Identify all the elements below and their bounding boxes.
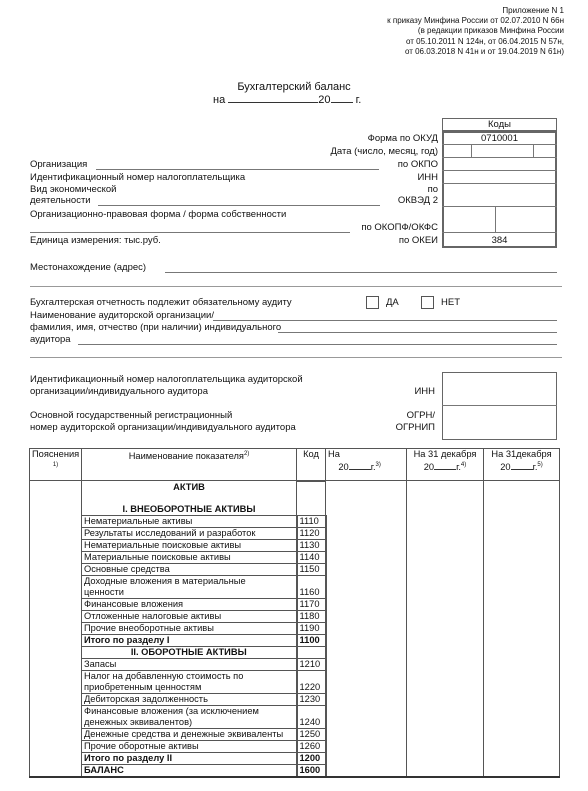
table-row — [30, 527, 560, 539]
value-cell[interactable] — [326, 764, 407, 777]
value-cell[interactable] — [484, 515, 560, 527]
notes-cell[interactable] — [30, 705, 82, 728]
audit-yes-label: ДА — [386, 297, 399, 308]
value-cell[interactable] — [484, 693, 560, 705]
value-cell[interactable] — [407, 622, 484, 634]
row-name: Финансовые вложения (за исключением денежных эквивалентов) — [82, 705, 297, 728]
row-code: 1190 — [297, 622, 326, 634]
row-code: 1120 — [297, 527, 326, 539]
value-cell[interactable] — [326, 693, 407, 705]
row-name: Финансовые вложения — [82, 598, 297, 610]
value-cell[interactable] — [484, 764, 560, 777]
value-cell[interactable] — [326, 515, 407, 527]
notes-cell[interactable] — [30, 539, 82, 551]
date-line — [213, 94, 361, 106]
row-name: Налог на добавленную стоимость по приобретенным ценностям — [82, 670, 297, 693]
auditor-inn-label-1: Идентификационный номер налогоплательщика аудиторской — [30, 374, 303, 385]
value-cell[interactable] — [326, 705, 407, 728]
table-row — [30, 764, 560, 777]
row-name: Нематериальные активы — [82, 515, 297, 527]
row-code: 1170 — [297, 598, 326, 610]
auditor-label-3: аудитора — [30, 334, 71, 345]
table-row — [30, 575, 560, 598]
row-code: 1180 — [297, 610, 326, 622]
row-code: 1600 — [297, 764, 326, 777]
row-name: Доходные вложения в материальные ценности — [82, 575, 297, 598]
okpo-label: по ОКПО — [397, 159, 438, 170]
value-cell[interactable] — [326, 752, 407, 764]
value-cell[interactable] — [484, 705, 560, 728]
row-name: Прочие внеоборотные активы — [82, 622, 297, 634]
value-cell[interactable] — [484, 752, 560, 764]
value-cell[interactable] — [407, 752, 484, 764]
audit-no-checkbox[interactable] — [421, 296, 434, 309]
row-name: Материальные поисковые активы — [82, 551, 297, 563]
date-prefix: на — [213, 94, 226, 106]
row-name: Дебиторская задолженность — [82, 693, 297, 705]
ogrn-code-2: ОГРНИП — [395, 422, 435, 433]
date-year: 20 — [318, 94, 331, 106]
header-code: Код — [297, 449, 326, 481]
table-row — [30, 634, 560, 646]
header-col3: На 31декабря 20 г.$^{5)}$ — [484, 449, 560, 481]
table-row — [30, 693, 560, 705]
address-field[interactable] — [165, 272, 557, 273]
codes-box — [442, 131, 557, 248]
legal-form-label: Организационно-правовая форма / форма собственности — [30, 209, 287, 220]
value-cell[interactable] — [326, 610, 407, 622]
row-code: 1100 — [297, 634, 326, 646]
inn-label: ИНН — [417, 172, 438, 183]
value-cell[interactable] — [407, 670, 484, 693]
value-cell[interactable] — [407, 515, 484, 527]
appendix-line: к приказу Минфина России от 02.07.2010 N 66н — [387, 16, 564, 26]
appendix-line: Приложение N 1 — [502, 6, 564, 15]
notes-cell[interactable] — [30, 670, 82, 693]
activity-label-1: Вид экономической — [30, 184, 117, 195]
address-label: Местонахождение (адрес) — [30, 262, 147, 273]
auditor-codes-box[interactable] — [442, 372, 557, 440]
value-cell[interactable] — [326, 539, 407, 551]
appendix-note — [387, 6, 564, 57]
activity-label-2: деятельности — [30, 195, 91, 206]
value-cell[interactable] — [484, 622, 560, 634]
ogrn-label-2: номер аудиторской организации/индивидуального аудитора — [30, 422, 296, 433]
audit-question: Бухгалтерская отчетность подлежит обязательному аудиту — [30, 297, 292, 308]
notes-cell[interactable] — [30, 752, 82, 764]
activity-field[interactable] — [98, 205, 380, 206]
table-row — [30, 610, 560, 622]
table-row — [30, 752, 560, 764]
row-code: 1210 — [297, 658, 326, 670]
notes-cell[interactable] — [30, 563, 82, 575]
row-code: 1200 — [297, 752, 326, 764]
audit-no-label: НЕТ — [441, 297, 460, 308]
page-title: Бухгалтерский баланс — [237, 81, 351, 93]
row-code: 1230 — [297, 693, 326, 705]
notes-cell[interactable] — [30, 598, 82, 610]
ogrn-label-1: Основной государственный регистрационный — [30, 410, 233, 421]
value-cell[interactable] — [326, 563, 407, 575]
value-cell[interactable] — [407, 598, 484, 610]
value-cell[interactable] — [326, 551, 407, 563]
date-suffix: г. — [355, 94, 362, 106]
audit-yes-checkbox[interactable] — [366, 296, 379, 309]
auditor-label-1: Наименование аудиторской организации/ — [30, 310, 215, 321]
notes-cell[interactable] — [30, 527, 82, 539]
value-cell[interactable] — [484, 527, 560, 539]
table-row — [30, 551, 560, 563]
notes-cell[interactable] — [30, 658, 82, 670]
notes-cell[interactable] — [30, 515, 82, 527]
value-cell[interactable] — [407, 610, 484, 622]
row-name: Отложенные налоговые активы — [82, 610, 297, 622]
org-field[interactable] — [96, 169, 379, 170]
row-name: Денежные средства и денежные эквиваленты — [82, 728, 297, 740]
notes-cell[interactable] — [30, 575, 82, 598]
header-name: Наименование показателя$^{2)}$ — [82, 449, 297, 481]
value-cell[interactable] — [326, 670, 407, 693]
appendix-line: от 05.10.2011 N 124н, от 06.04.2015 N 57н, — [406, 36, 564, 46]
row-name: БАЛАНС — [82, 764, 297, 777]
value-cell[interactable] — [484, 551, 560, 563]
value-cell[interactable] — [407, 693, 484, 705]
value-cell[interactable] — [326, 658, 407, 670]
table-row — [30, 705, 560, 728]
value-cell[interactable] — [407, 728, 484, 740]
value-cell[interactable] — [326, 634, 407, 646]
legal-form-field[interactable] — [30, 232, 350, 233]
row-name: Результаты исследований и разработок — [82, 527, 297, 539]
value-cell[interactable] — [326, 728, 407, 740]
value-cell[interactable] — [407, 634, 484, 646]
row-code: 1110 — [297, 515, 326, 527]
assets-heading: АКТИВ — [82, 481, 297, 493]
row-name: Нематериальные поисковые активы — [82, 539, 297, 551]
appendix-line: (в редакции приказов Минфина России — [417, 26, 564, 36]
okud-label: Форма по ОКУД — [367, 133, 438, 144]
row-name: Прочие оборотные активы — [82, 740, 297, 752]
header-notes: Пояснения $^{1)}$ — [30, 449, 82, 481]
notes-cell[interactable] — [30, 551, 82, 563]
okved-label-2: ОКВЭД 2 — [397, 195, 438, 206]
row-name: Основные средства — [82, 563, 297, 575]
table-row — [30, 622, 560, 634]
row-code: 1150 — [297, 563, 326, 575]
value-cell[interactable] — [326, 740, 407, 752]
table-row — [30, 515, 560, 527]
value-cell[interactable] — [484, 728, 560, 740]
notes-cell[interactable] — [30, 728, 82, 740]
row-name: Итого по разделу I — [82, 634, 297, 646]
value-cell[interactable] — [407, 740, 484, 752]
section1-heading: I. ВНЕОБОРОТНЫЕ АКТИВЫ — [82, 504, 297, 516]
notes-cell[interactable] — [30, 693, 82, 705]
value-cell[interactable] — [484, 670, 560, 693]
row-code: 1140 — [297, 551, 326, 563]
row-name: Запасы — [82, 658, 297, 670]
notes-cell[interactable] — [30, 610, 82, 622]
notes-cell[interactable] — [30, 634, 82, 646]
value-cell[interactable] — [407, 705, 484, 728]
value-cell[interactable] — [484, 598, 560, 610]
value-cell[interactable] — [484, 575, 560, 598]
table-row — [30, 740, 560, 752]
inn-field-label: Идентификационный номер налогоплательщика — [30, 172, 246, 183]
ogrn-code-1: ОГРН/ — [406, 410, 435, 421]
value-cell[interactable] — [407, 539, 484, 551]
okei-value: 384 — [491, 235, 508, 246]
value-cell[interactable] — [484, 658, 560, 670]
value-cell[interactable] — [326, 575, 407, 598]
value-cell[interactable] — [407, 658, 484, 670]
notes-cell[interactable] — [30, 764, 82, 777]
row-code: 1160 — [297, 575, 326, 598]
row-code: 1130 — [297, 539, 326, 551]
value-cell[interactable] — [484, 634, 560, 646]
value-cell[interactable] — [326, 622, 407, 634]
table-row — [30, 670, 560, 693]
auditor-field-1[interactable] — [213, 320, 557, 321]
header-col2: На 31 декабря 20 г.$^{4)}$ — [407, 449, 484, 481]
okved-label-1: по — [427, 184, 438, 195]
value-cell[interactable] — [484, 740, 560, 752]
value-cell[interactable] — [484, 610, 560, 622]
row-code: 1250 — [297, 728, 326, 740]
auditor-inn-code: ИНН — [414, 386, 435, 397]
value-cell[interactable] — [407, 551, 484, 563]
table-row — [30, 728, 560, 740]
section2-heading: II. ОБОРОТНЫЕ АКТИВЫ — [82, 646, 297, 658]
value-cell[interactable] — [407, 764, 484, 777]
balance-table — [29, 448, 560, 778]
date-label: Дата (число, месяц, год) — [330, 146, 438, 157]
okud-value: 0710001 — [481, 133, 518, 144]
auditor-field-2[interactable] — [78, 344, 557, 345]
codes-header: Коды — [442, 118, 557, 131]
table-row — [30, 539, 560, 551]
row-code: 1240 — [297, 705, 326, 728]
notes-cell[interactable] — [30, 740, 82, 752]
row-name: Итого по разделу II — [82, 752, 297, 764]
value-cell[interactable] — [484, 563, 560, 575]
table-row — [30, 658, 560, 670]
okei-label: по ОКЕИ — [398, 235, 438, 246]
value-cell[interactable] — [326, 527, 407, 539]
org-label: Организация — [30, 159, 88, 170]
table-row — [30, 563, 560, 575]
appendix-line: от 06.03.2018 N 41н и от 19.04.2019 N 61н) — [404, 46, 564, 56]
value-cell[interactable] — [407, 527, 484, 539]
value-cell[interactable] — [407, 575, 484, 598]
table-row — [30, 598, 560, 610]
value-cell[interactable] — [484, 539, 560, 551]
row-code: 1260 — [297, 740, 326, 752]
value-cell[interactable] — [326, 598, 407, 610]
auditor-inn-label-2: организации/индивидуального аудитора — [30, 386, 208, 397]
unit-label: Единица измерения: тыс.руб. — [30, 235, 161, 246]
row-code: 1220 — [297, 670, 326, 693]
auditor-label-2: фамилия, имя, отчество (при наличии) индивидуального — [30, 322, 282, 333]
header-col1: На 20 г.$^{3)}$ — [326, 449, 407, 481]
value-cell[interactable] — [407, 563, 484, 575]
notes-cell[interactable] — [30, 622, 82, 634]
okopf-label: по ОКОПФ/ОКФС — [361, 222, 438, 233]
